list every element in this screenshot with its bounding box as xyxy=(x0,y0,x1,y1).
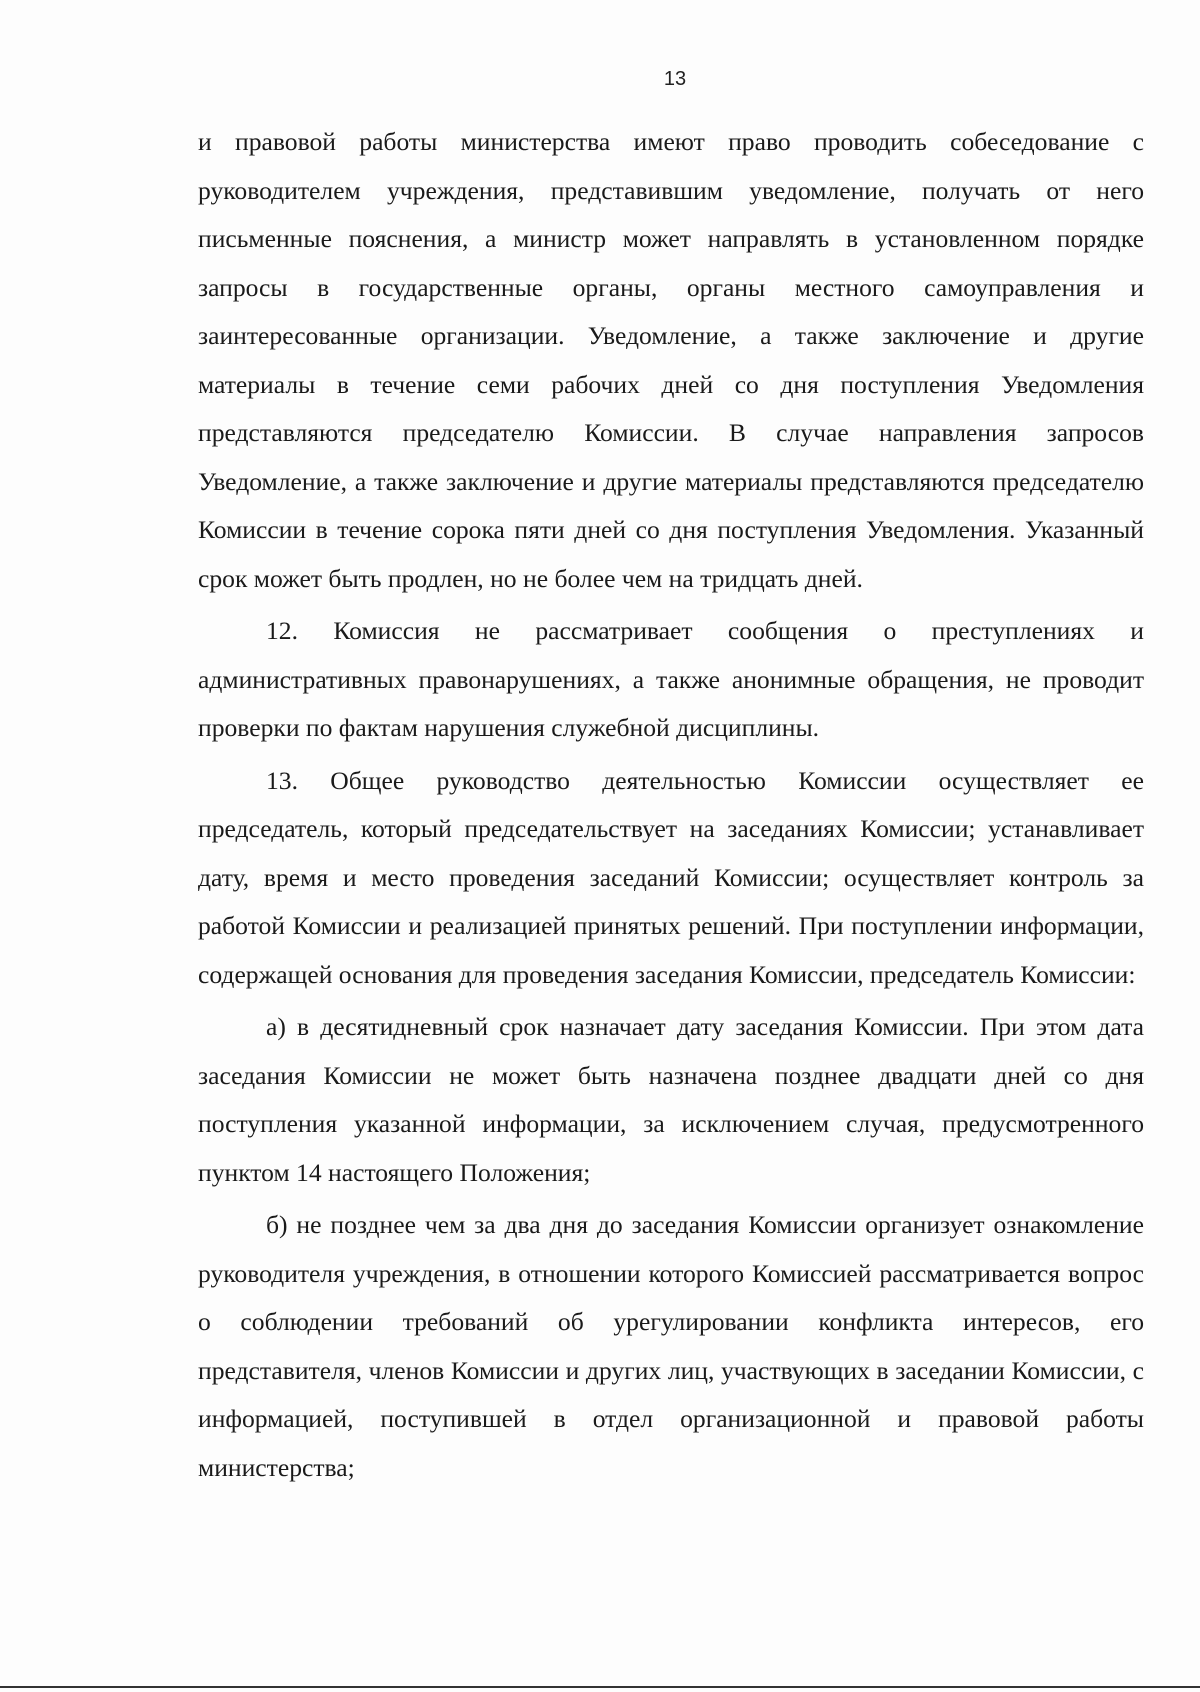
page-number: 13 xyxy=(663,68,687,90)
paragraph-13: 13. Общее руководство деятельностью Комиссии осуществляет ее председатель, который председательствует на заседаниях Комиссии; устанавливает дату, время и место проведения заседаний Комиссии; осуществляет контроль за работой Комиссии и реализацией принятых решений. При поступлении информации, содержащей основания для проведения заседания Комиссии, председатель Комиссии: xyxy=(198,765,1144,989)
paragraph-continued: и правовой работы министерства имеют право проводить собеседование с руководителем учреждения, представившим уведомление, получать от него письменные пояснения, а министр может направлять в установленном порядке запросы в государственные органы, органы местного самоуправления и заинтересованные организации. Уведомление, а также заключение и другие материалы в течение семи рабочих дней со дня поступления Уведомления представляются председателю Комиссии. В случае направления запросов Уведомление, а также заключение и другие материалы представляются председателю Комиссии в течение сорока пяти дней со дня поступления Уведомления. Указанный срок может быть продлен, но не более чем на тридцать дней. xyxy=(198,127,1144,593)
document-body xyxy=(198,118,1144,1492)
paragraph-13a: а) в десятидневный срок назначает дату заседания Комиссии. При этом дата заседания Комиссии не может быть назначена позднее двадцати дней со дня поступления указанной информации, за исключением случая, предусмотренного пунктом 14 настоящего Положения; xyxy=(198,1012,1144,1187)
paragraph-12: 12. Комиссия не рассматривает сообщения о преступлениях и административных правонарушениях, а также анонимные обращения, не проводит проверки по фактам нарушения служебной дисциплины. xyxy=(198,616,1144,742)
scan-bottom-edge xyxy=(0,1686,1200,1688)
paragraph-13b: б) не позднее чем за два дня до заседания Комиссии организует ознакомление руководителя учреждения, в отношении которого Комиссией рассматривается вопрос о соблюдении требований об урегулировании конфликта интересов, его представителя, членов Комиссии и других лиц, участвующих в заседании Комиссии, с информацией, поступившей в отдел организационной и правовой работы министерства; xyxy=(198,1210,1144,1482)
